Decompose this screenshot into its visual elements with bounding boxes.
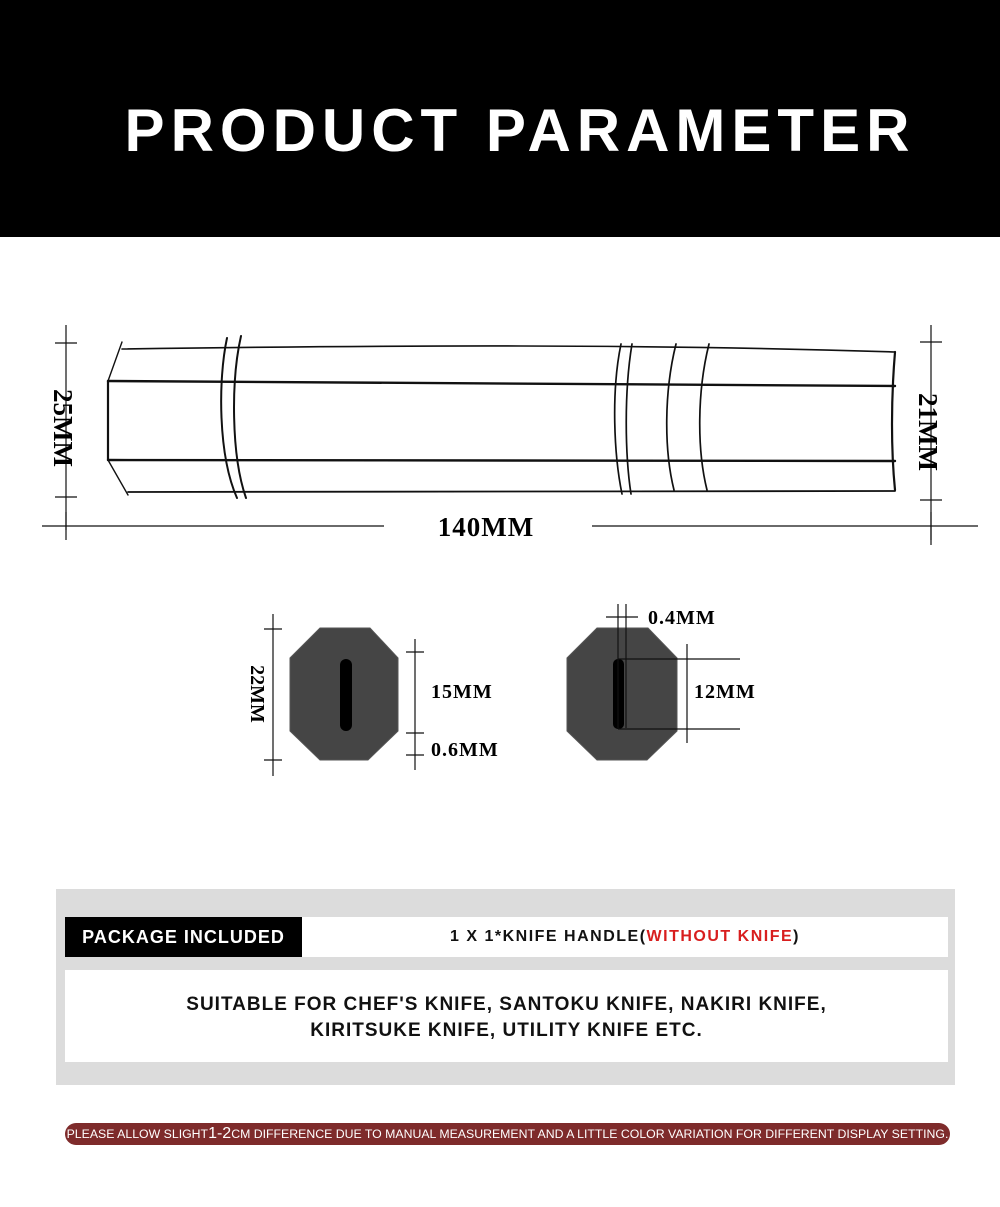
package-included-row <box>65 917 948 957</box>
label-22mm: 22MM <box>246 665 268 723</box>
handle-front-end <box>264 614 424 776</box>
label-21mm: 21MM <box>913 393 943 471</box>
package-value-prefix: 1 X 1*KNIFE HANDLE( <box>450 928 647 945</box>
package-value-suffix: ) <box>793 928 800 945</box>
label-12mm: 12MM <box>694 681 756 703</box>
page-title: PRODUCT PARAMETER <box>124 97 916 164</box>
label-25mm: 25MM <box>48 389 78 467</box>
package-included-value <box>302 917 948 957</box>
suitable-line-2: KIRITSUKE KNIFE, UTILITY KNIFE ETC. <box>310 1020 703 1041</box>
label-15mm: 15MM <box>431 681 493 703</box>
label-0-4mm: 0.4MM <box>648 607 716 629</box>
suitable-for-box <box>65 970 948 1062</box>
package-included-label: PACKAGE INCLUDED <box>65 917 302 957</box>
notice-number: 1-2 <box>208 1125 232 1142</box>
package-value-highlight: WITHOUT KNIFE <box>646 928 794 945</box>
header-banner <box>0 0 1000 237</box>
measurement-notice <box>65 1123 950 1145</box>
label-140mm: 140MM <box>437 512 535 542</box>
notice-suffix: CM DIFFERENCE DUE TO MANUAL MEASUREMENT AND A LITTLE COLOR VARIATION FOR DIFFERENT DISPLAY SETTING. <box>231 1127 949 1141</box>
suitable-line-1: SUITABLE FOR CHEF'S KNIFE, SANTOKU KNIFE, NAKIRI KNIFE, <box>186 994 827 1015</box>
label-0-6mm: 0.6MM <box>431 739 499 761</box>
dimension-diagram <box>0 237 1000 837</box>
package-info-panel <box>56 889 955 1085</box>
notice-prefix: PLEASE ALLOW SLIGHT <box>66 1127 209 1141</box>
handle-side-view <box>108 336 895 498</box>
